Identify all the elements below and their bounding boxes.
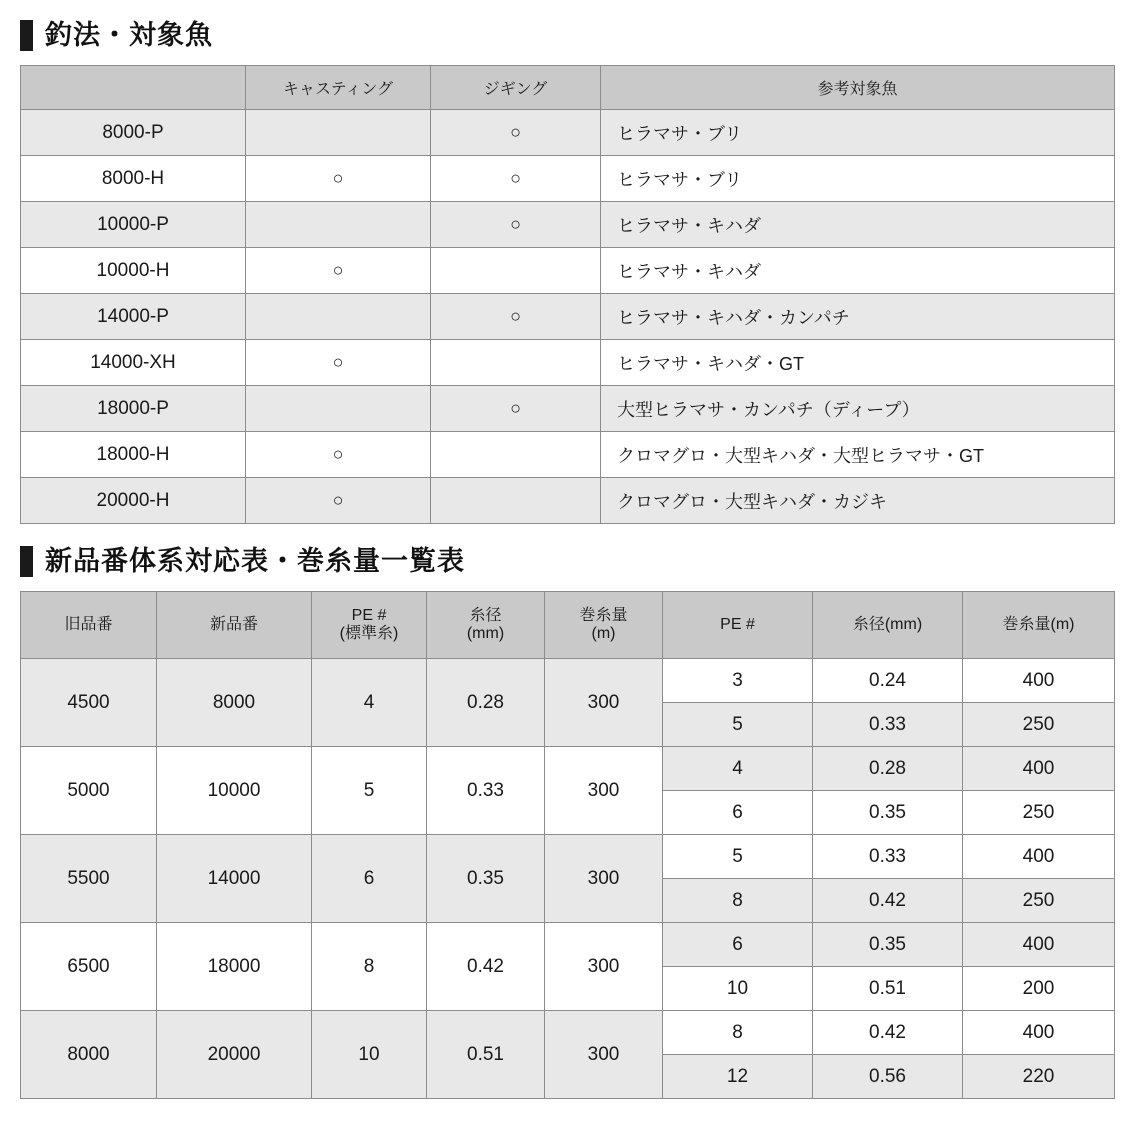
- cell-pe: 8: [312, 923, 427, 1011]
- cell-new-code: 14000: [157, 835, 312, 923]
- header-old-code: 旧品番: [21, 592, 157, 659]
- cell-capacity-alt: 250: [963, 879, 1115, 923]
- line-capacity-table: [20, 591, 1115, 1099]
- header-capacity-line2: (m): [591, 625, 616, 642]
- fishing-section-title: 釣法・対象魚: [45, 20, 213, 50]
- cell-casting: ○: [246, 248, 431, 294]
- cell-pe-alt: 3: [663, 659, 813, 703]
- cell-target: ヒラマサ・キハダ・GT: [601, 340, 1115, 386]
- cell-diameter: 0.42: [427, 923, 545, 1011]
- cell-model: 10000-P: [21, 202, 246, 248]
- cell-casting: ○: [246, 432, 431, 478]
- cell-capacity-alt: 400: [963, 1011, 1115, 1055]
- cell-diameter-alt: 0.35: [813, 923, 963, 967]
- cell-pe-alt: 12: [663, 1055, 813, 1099]
- cell-capacity-alt: 400: [963, 923, 1115, 967]
- cell-diameter-alt: 0.42: [813, 1011, 963, 1055]
- header-pe-alt: PE #: [663, 592, 813, 659]
- cell-model: 14000-XH: [21, 340, 246, 386]
- table-row: [21, 659, 1115, 703]
- table-row: [21, 747, 1115, 791]
- cell-model: 8000-H: [21, 156, 246, 202]
- cell-diameter-alt: 0.24: [813, 659, 963, 703]
- table-row: [21, 1011, 1115, 1055]
- header-diameter-line2: (mm): [466, 625, 505, 642]
- cell-jigging: [431, 340, 601, 386]
- cell-jigging: ○: [431, 386, 601, 432]
- cell-capacity: 300: [545, 1011, 663, 1099]
- cell-casting: [246, 110, 431, 156]
- cell-diameter-alt: 0.56: [813, 1055, 963, 1099]
- header-diameter-alt: 糸径(mm): [813, 592, 963, 659]
- cell-diameter-alt: 0.28: [813, 747, 963, 791]
- cell-model: 18000-H: [21, 432, 246, 478]
- cell-jigging: ○: [431, 110, 601, 156]
- cell-pe-alt: 5: [663, 835, 813, 879]
- cell-model: 18000-P: [21, 386, 246, 432]
- cell-pe-alt: 10: [663, 967, 813, 1011]
- cell-diameter-alt: 0.51: [813, 967, 963, 1011]
- cell-pe-alt: 8: [663, 1011, 813, 1055]
- cell-capacity-alt: 400: [963, 659, 1115, 703]
- cell-diameter-alt: 0.33: [813, 835, 963, 879]
- cell-pe-alt: 6: [663, 923, 813, 967]
- cell-jigging: [431, 478, 601, 524]
- cell-old-code: 6500: [21, 923, 157, 1011]
- spool-section-title: 新品番体系対応表・巻糸量一覧表: [45, 546, 465, 576]
- header-capacity-line1: 巻糸量: [579, 606, 628, 624]
- cell-old-code: 8000: [21, 1011, 157, 1099]
- table-row: [21, 294, 1115, 340]
- cell-target: クロマグロ・大型キハダ・カジキ: [601, 478, 1115, 524]
- cell-diameter-alt: 0.42: [813, 879, 963, 923]
- cell-capacity-alt: 250: [963, 791, 1115, 835]
- header-target-fish: 参考対象魚: [601, 66, 1115, 110]
- cell-capacity-alt: 400: [963, 835, 1115, 879]
- cell-capacity-alt: 220: [963, 1055, 1115, 1099]
- cell-jigging: ○: [431, 156, 601, 202]
- cell-capacity: 300: [545, 835, 663, 923]
- cell-pe: 6: [312, 835, 427, 923]
- header-new-code: 新品番: [157, 592, 312, 659]
- cell-diameter-alt: 0.33: [813, 703, 963, 747]
- header-diameter: [427, 592, 545, 659]
- header-pe-standard-line1: PE #: [351, 606, 387, 624]
- table-row: [21, 202, 1115, 248]
- cell-casting: [246, 294, 431, 340]
- fishing-method-table: [20, 65, 1115, 524]
- cell-casting: [246, 202, 431, 248]
- heading-accent-bar: [20, 546, 33, 577]
- cell-capacity: 300: [545, 747, 663, 835]
- cell-diameter: 0.35: [427, 835, 545, 923]
- table-row: [21, 110, 1115, 156]
- heading-accent-bar: [20, 20, 33, 51]
- cell-jigging: [431, 432, 601, 478]
- cell-new-code: 20000: [157, 1011, 312, 1099]
- table-row: [21, 248, 1115, 294]
- cell-casting: ○: [246, 478, 431, 524]
- cell-diameter: 0.28: [427, 659, 545, 747]
- header-pe-standard-line2: (標準糸): [339, 625, 399, 642]
- cell-capacity-alt: 250: [963, 703, 1115, 747]
- cell-jigging: ○: [431, 294, 601, 340]
- spool-section-heading: [20, 546, 1114, 577]
- cell-capacity-alt: 200: [963, 967, 1115, 1011]
- header-capacity: [545, 592, 663, 659]
- table-row: [21, 386, 1115, 432]
- header-diameter-line1: 糸径: [469, 606, 502, 624]
- cell-diameter: 0.33: [427, 747, 545, 835]
- cell-diameter-alt: 0.35: [813, 791, 963, 835]
- fishing-section-heading: [20, 20, 1114, 51]
- table-row: [21, 835, 1115, 879]
- cell-jigging: [431, 248, 601, 294]
- cell-capacity-alt: 400: [963, 747, 1115, 791]
- cell-model: 8000-P: [21, 110, 246, 156]
- cell-casting: [246, 386, 431, 432]
- table-row: [21, 923, 1115, 967]
- header-pe-standard: [312, 592, 427, 659]
- cell-diameter: 0.51: [427, 1011, 545, 1099]
- cell-jigging: ○: [431, 202, 601, 248]
- cell-old-code: 5000: [21, 747, 157, 835]
- cell-model: 20000-H: [21, 478, 246, 524]
- cell-pe: 5: [312, 747, 427, 835]
- table-row: [21, 432, 1115, 478]
- header-casting: キャスティング: [246, 66, 431, 110]
- cell-casting: ○: [246, 156, 431, 202]
- header-capacity-alt: 巻糸量(m): [963, 592, 1115, 659]
- table-header-row: [21, 592, 1115, 659]
- cell-target: クロマグロ・大型キハダ・大型ヒラマサ・GT: [601, 432, 1115, 478]
- header-blank: [21, 66, 246, 110]
- cell-new-code: 8000: [157, 659, 312, 747]
- cell-target: ヒラマサ・ブリ: [601, 110, 1115, 156]
- table-row: [21, 340, 1115, 386]
- cell-pe: 4: [312, 659, 427, 747]
- table-header-row: [21, 66, 1115, 110]
- cell-pe-alt: 6: [663, 791, 813, 835]
- cell-model: 14000-P: [21, 294, 246, 340]
- cell-target: ヒラマサ・ブリ: [601, 156, 1115, 202]
- cell-old-code: 4500: [21, 659, 157, 747]
- cell-new-code: 10000: [157, 747, 312, 835]
- header-jigging: ジギング: [431, 66, 601, 110]
- cell-new-code: 18000: [157, 923, 312, 1011]
- cell-target: ヒラマサ・キハダ・カンパチ: [601, 294, 1115, 340]
- cell-capacity: 300: [545, 923, 663, 1011]
- cell-target: ヒラマサ・キハダ: [601, 248, 1115, 294]
- cell-casting: ○: [246, 340, 431, 386]
- table-row: [21, 156, 1115, 202]
- cell-model: 10000-H: [21, 248, 246, 294]
- table-row: [21, 478, 1115, 524]
- cell-target: 大型ヒラマサ・カンパチ（ディープ）: [601, 386, 1115, 432]
- cell-pe-alt: 4: [663, 747, 813, 791]
- cell-pe-alt: 5: [663, 703, 813, 747]
- cell-pe: 10: [312, 1011, 427, 1099]
- cell-old-code: 5500: [21, 835, 157, 923]
- cell-target: ヒラマサ・キハダ: [601, 202, 1115, 248]
- cell-capacity: 300: [545, 659, 663, 747]
- cell-pe-alt: 8: [663, 879, 813, 923]
